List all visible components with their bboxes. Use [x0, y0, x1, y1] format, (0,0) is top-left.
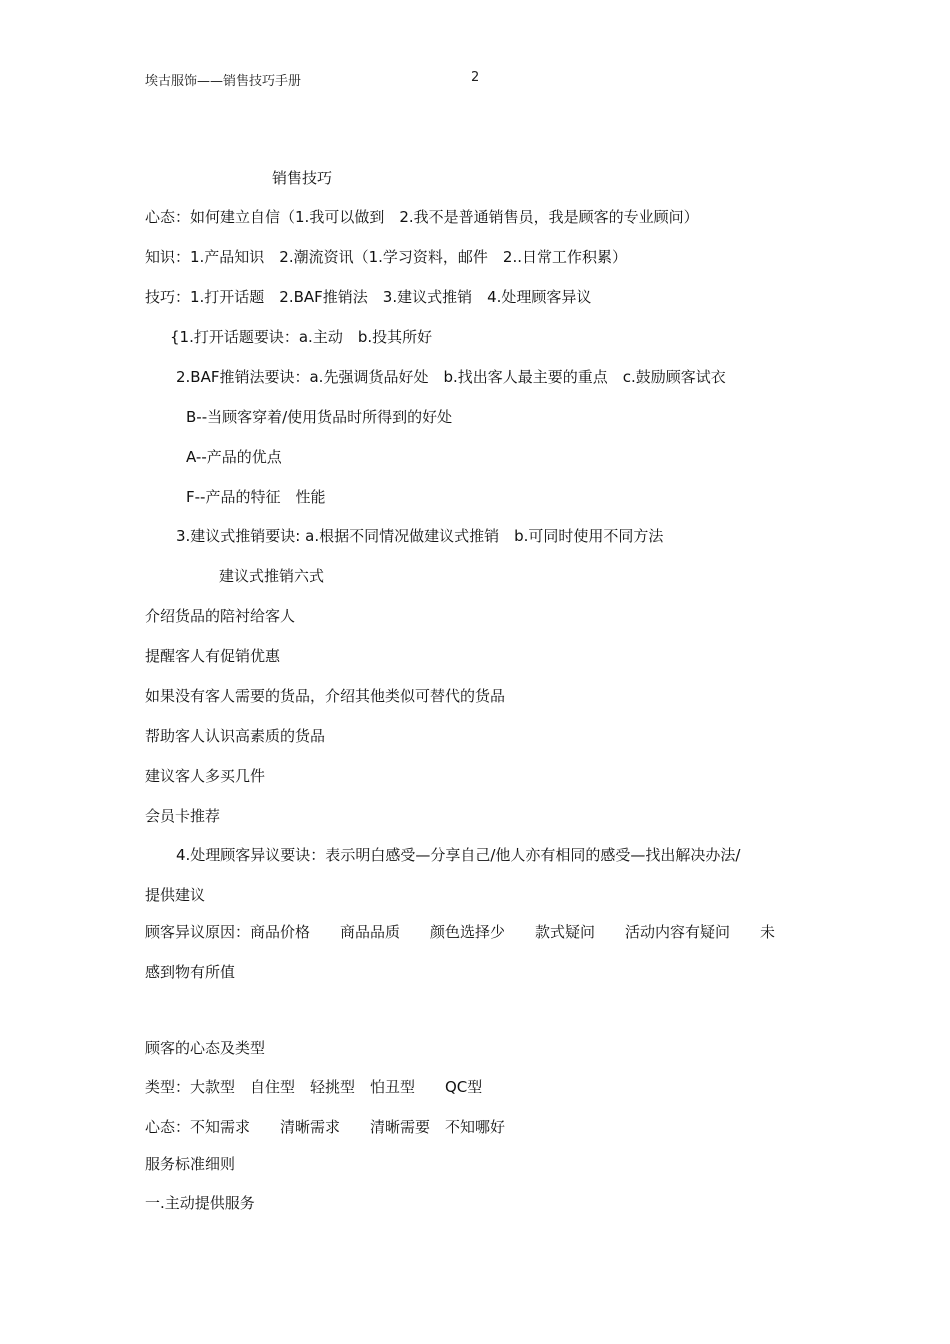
objection-reasons: 顾客异议原因：商品价格 商品品质 颜色选择少 款式疑问 活动内容有疑问 未 — [145, 923, 776, 941]
baf-f: F--产品的特征 性能 — [186, 488, 326, 506]
suggestive-tips: 3.建议式推销要诀: a.根据不同情况做建议式推销 b.可同时使用不同方法 — [176, 527, 664, 545]
list-item: 介绍货品的陪衬给客人 — [145, 607, 296, 625]
customer-types-heading: 顾客的心态及类型 — [145, 1039, 266, 1057]
page-number: 2 — [471, 70, 480, 85]
baf-b: B--当顾客穿着/使用货品时所得到的好处 — [186, 408, 453, 426]
header-title: 埃古服饰——销售技巧手册 — [145, 74, 302, 89]
service-standards-heading: 服务标准细则 — [145, 1155, 236, 1173]
types-line: 类型：大款型 自住型 轻挑型 怕丑型 QC型 — [145, 1078, 483, 1096]
knowledge-line: 知识：1.产品知识 2.潮流资讯（1.学习资料，邮件 2..日常工作积累） — [145, 248, 628, 266]
objection-tips: 4.处理顾客异议要诀：表示明白感受—分享自己/他人亦有相同的感受—找出解决办法/ — [176, 846, 741, 864]
objection-tips-cont: 提供建议 — [145, 886, 206, 904]
service-item-1: 一.主动提供服务 — [145, 1194, 255, 1212]
suggestive-six-heading: 建议式推销六式 — [219, 567, 325, 585]
mindset-line: 心态：如何建立自信（1.我可以做到 2.我不是普通销售员，我是顾客的专业顾问） — [145, 208, 699, 226]
skills-line: 技巧：1.打开话题 2.BAF推销法 3.建议式推销 4.处理顾客异议 — [145, 288, 592, 306]
list-item: 会员卡推荐 — [145, 807, 221, 825]
section-heading: 销售技巧 — [272, 169, 333, 187]
list-item: 帮助客人认识高素质的货品 — [145, 727, 326, 745]
list-item: 提醒客人有促销优惠 — [145, 647, 281, 665]
baf-a: A--产品的优点 — [186, 448, 282, 466]
list-item: 建议客人多买几件 — [145, 767, 266, 785]
baf-tips: 2.BAF推销法要诀：a.先强调货品好处 b.找出客人最主要的重点 c.鼓励顾客试衣 — [176, 368, 726, 386]
list-item: 如果没有客人需要的货品，介绍其他类似可替代的货品 — [145, 687, 506, 705]
open-topic-tips: {1.打开话题要诀：a.主动 b.投其所好 — [170, 328, 433, 346]
objection-reasons-cont: 感到物有所值 — [145, 963, 236, 981]
mindsets-line: 心态：不知需求 清晰需求 清晰需要 不知哪好 — [145, 1118, 506, 1136]
